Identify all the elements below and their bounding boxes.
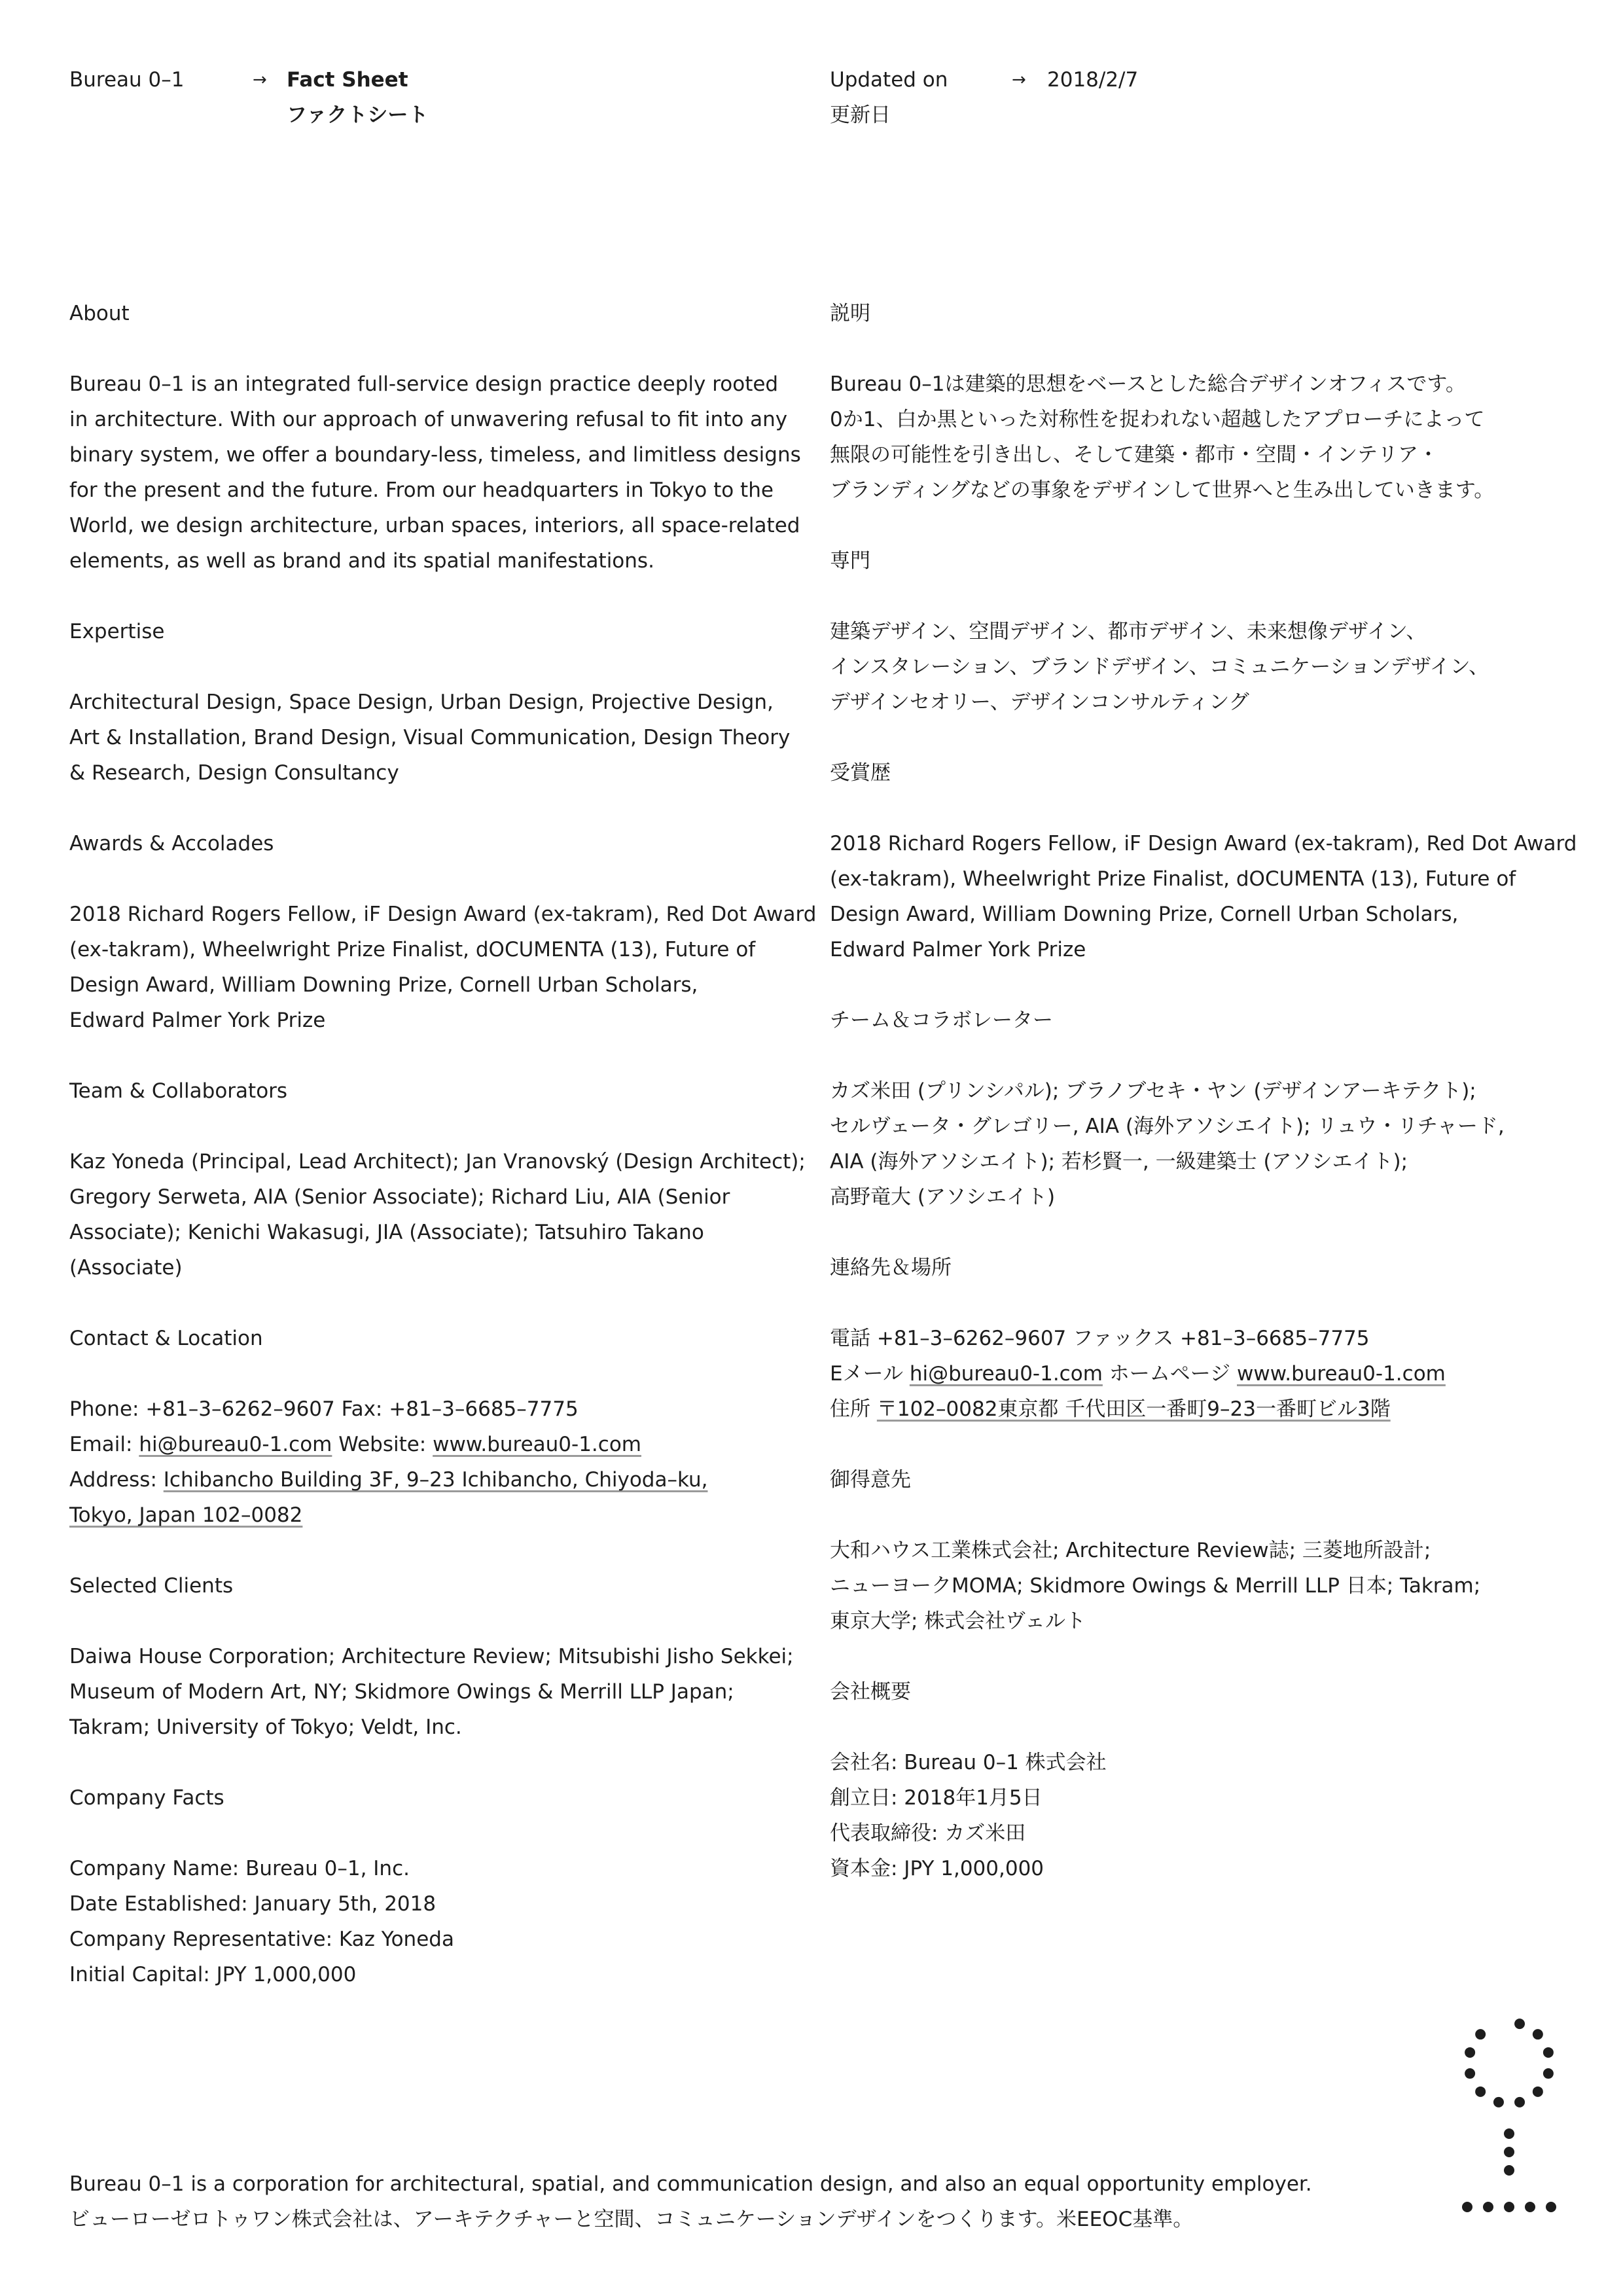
contact-text-ja — [830, 1321, 1576, 1427]
awards-text — [69, 897, 817, 1038]
text-line: Museum of Modern Art, NY; Skidmore Owings & Merrill LLP Japan; — [69, 1680, 734, 1704]
text-line: Bureau 0–1 is an integrated full-service design practice deeply rooted — [69, 372, 779, 396]
expertise-text — [69, 685, 802, 791]
text-line: Associate); Kenichi Wakasugi, JIA (Associate); Tatsuhiro Takano — [69, 1221, 704, 1244]
text-line: カズ米田 (プリンシパル); ブラノブセキ・ヤン (デザインアーキテクト); — [830, 1079, 1476, 1103]
logo-dot — [1504, 2165, 1514, 2176]
text-line: 創立日: 2018年1月5日 — [830, 1786, 1043, 1810]
header — [0, 0, 1623, 144]
email-link[interactable]: hi@bureau0-1.com — [139, 1433, 332, 1456]
email-website-line — [69, 1427, 802, 1462]
text-line: 高野竜大 (アソシエイト) — [830, 1185, 1056, 1209]
text-line: 無限の可能性を引き出し、そして建築・都市・空間・インテリア・ — [830, 443, 1438, 467]
logo-dot — [1514, 2097, 1525, 2108]
text-line: セルヴェータ・グレゴリー, AIA (海外アソシエイト); リュウ・リチャード, — [830, 1115, 1505, 1138]
section-heading-contact: Contact & Location — [69, 1327, 263, 1350]
arrow-right-icon: → — [1012, 70, 1026, 90]
text-line: World, we design architecture, urban spaces, interiors, all space-related — [69, 514, 800, 537]
text-line: 東京大学; 株式会社ヴェルト — [830, 1609, 1086, 1633]
logo-dot — [1533, 2029, 1543, 2039]
text-line: ブランディングなどの事象をデザインして世界へと生み出していきます。 — [830, 478, 1495, 502]
text-line: Bureau 0–1は建築的思想をベースとした総合デザインオフィスです。 — [830, 372, 1466, 396]
text-line: & Research, Design Consultancy — [69, 761, 399, 785]
section-heading-awards-ja: 受賞歴 — [830, 761, 891, 785]
address-label: 住所 — [830, 1397, 870, 1421]
doc-title-en: Fact Sheet — [287, 68, 408, 92]
text-line: Design Award, William Downing Prize, Cornell Urban Scholars, — [69, 973, 698, 997]
logo-dot — [1546, 2202, 1556, 2212]
website-label: ホームページ — [1109, 1362, 1231, 1386]
clients-text-ja — [830, 1533, 1576, 1639]
logo-dot — [1514, 2018, 1525, 2029]
text-line: 大和ハウス工業株式会社; Architecture Review誌; 三菱地所設計; — [830, 1539, 1431, 1562]
logo-dot — [1493, 2097, 1504, 2108]
logo-dot — [1475, 2087, 1486, 2097]
updated-label-ja: 更新日 — [830, 103, 891, 127]
text-line: (ex-takram), Wheelwright Prize Finalist, dOCUMENTA (13), Future of — [830, 867, 1516, 891]
address-line — [830, 1391, 1576, 1427]
text-line: 代表取締役: カズ米田 — [830, 1821, 1026, 1845]
japanese-column — [830, 296, 1576, 1886]
website-link[interactable]: www.bureau0-1.com — [1237, 1362, 1446, 1386]
text-line: (ex-takram), Wheelwright Prize Finalist, dOCUMENTA (13), Future of — [69, 938, 756, 961]
about-text — [69, 367, 802, 579]
clients-text — [69, 1639, 802, 1745]
text-line: for the present and the future. From our headquarters in Tokyo to the — [69, 478, 774, 502]
section-heading-clients-ja: 御得意先 — [830, 1468, 911, 1492]
text-line: Takram; University of Tokyo; Veldt, Inc. — [69, 1715, 462, 1739]
text-line: 2018 Richard Rogers Fellow, iF Design Award (ex-takram), Red Dot Award — [69, 903, 817, 926]
email-label: Eメール — [830, 1362, 903, 1386]
text-line: Daiwa House Corporation; Architecture Review; Mitsubishi Jisho Sekkei; — [69, 1645, 794, 1668]
logo-dot — [1543, 2068, 1554, 2079]
section-heading-expertise: Expertise — [69, 620, 165, 643]
team-text-ja — [830, 1073, 1576, 1215]
section-heading-facts-ja: 会社概要 — [830, 1680, 911, 1704]
contact-text — [69, 1391, 802, 1533]
team-text — [69, 1144, 806, 1285]
text-line: デザインセオリー、デザインコンサルティング — [830, 691, 1249, 714]
text-line: Initial Capital: JPY 1,000,000 — [69, 1963, 357, 1986]
logo-dot — [1462, 2202, 1472, 2212]
text-line: Edward Palmer York Prize — [830, 938, 1086, 961]
address-link[interactable]: 〒102–0082東京都 千代田区一番町9–23一番町ビル3階 — [876, 1397, 1391, 1421]
expertise-text-ja — [830, 614, 1576, 720]
logo-dot — [1475, 2029, 1486, 2039]
arrow-right-icon: → — [253, 70, 267, 90]
section-heading-clients: Selected Clients — [69, 1574, 234, 1598]
address-line — [69, 1498, 802, 1533]
address-link[interactable]: Ichibancho Building 3F, 9–23 Ichibancho, Chiyoda–ku, — [163, 1468, 708, 1492]
text-line: 2018 Richard Rogers Fellow, iF Design Award (ex-takram), Red Dot Award — [830, 832, 1577, 855]
text-line: binary system, we offer a boundary-less, timeless, and limitless designs — [69, 443, 801, 467]
text-line: ニューヨークMOMA; Skidmore Owings & Merrill LLP 日本; Takram; — [830, 1574, 1481, 1598]
logo-dot — [1465, 2068, 1475, 2079]
phone-fax-line: 電話 +81–3–6262–9607 ファックス +81–3–6685–7775 — [830, 1327, 1370, 1350]
footer-statement-ja: ビューローゼロトゥワン株式会社は、アーキテクチャーと空間、コミュニケーションデザインをつくります。米EEOC基準。 — [69, 2208, 1194, 2231]
email-link[interactable]: hi@bureau0-1.com — [909, 1362, 1103, 1386]
doc-title-ja: ファクトシート — [287, 103, 429, 127]
text-line: (Associate) — [69, 1256, 183, 1280]
logo-dot — [1465, 2047, 1475, 2058]
awards-text-ja — [830, 826, 1576, 967]
section-heading-facts: Company Facts — [69, 1786, 224, 1810]
section-heading-about-ja: 説明 — [830, 302, 870, 325]
logo-dot — [1504, 2147, 1514, 2157]
footer — [69, 2166, 1312, 2237]
section-heading-contact-ja: 連絡先＆場所 — [830, 1256, 952, 1280]
logo-dot — [1543, 2047, 1554, 2058]
updated-date: 2018/2/7 — [1047, 68, 1139, 92]
logo-dot — [1525, 2202, 1535, 2212]
dot-logo-icon — [1457, 2016, 1561, 2232]
address-line — [69, 1462, 802, 1498]
facts-text — [69, 1851, 802, 1992]
email-website-line — [830, 1356, 1576, 1391]
text-line: 資本金: JPY 1,000,000 — [830, 1857, 1044, 1880]
about-text-ja — [830, 367, 1576, 508]
text-line: AIA (海外アソシエイト); 若杉賢一, 一級建築士 (アソシエイト); — [830, 1150, 1408, 1174]
facts-text-ja — [830, 1745, 1576, 1886]
text-line: elements, as well as brand and its spatial manifestations. — [69, 549, 654, 573]
text-line: 0か1、白か黒といった対称性を捉われない超越したアプローチによって — [830, 408, 1485, 431]
logo-dot — [1533, 2087, 1543, 2097]
text-line: 建築デザイン、空間デザイン、都市デザイン、未来想像デザイン、 — [830, 620, 1427, 643]
text-line: Kaz Yoneda (Principal, Lead Architect); Jan Vranovský (Design Architect); — [69, 1150, 806, 1174]
text-line: 会社名: Bureau 0–1 株式会社 — [830, 1751, 1107, 1774]
address-link[interactable]: Tokyo, Japan 102–0082 — [69, 1503, 303, 1527]
website-link[interactable]: www.bureau0-1.com — [433, 1433, 641, 1456]
section-heading-expertise-ja: 専門 — [830, 549, 870, 573]
text-line: Design Award, William Downing Prize, Cornell Urban Scholars, — [830, 903, 1459, 926]
text-line: in architecture. With our approach of unwavering refusal to fit into any — [69, 408, 788, 431]
section-heading-team-ja: チーム＆コラボレーター — [830, 1009, 1053, 1032]
address-label: Address: — [69, 1468, 157, 1492]
brand-name: Bureau 0–1 — [69, 68, 185, 92]
section-heading-about: About — [69, 302, 130, 325]
text-line: Edward Palmer York Prize — [69, 1009, 326, 1032]
section-heading-team: Team & Collaborators — [69, 1079, 288, 1103]
text-line: Date Established: January 5th, 2018 — [69, 1892, 437, 1916]
phone-fax-line: Phone: +81–3–6262–9607 Fax: +81–3–6685–7775 — [69, 1397, 579, 1421]
text-line: Art & Installation, Brand Design, Visual Communication, Design Theory — [69, 726, 791, 749]
logo-dot — [1504, 2202, 1514, 2212]
text-line: Company Name: Bureau 0–1, Inc. — [69, 1857, 410, 1880]
text-line: Architectural Design, Space Design, Urban Design, Projective Design, — [69, 691, 774, 714]
updated-label-en: Updated on — [830, 68, 948, 92]
text-line: Company Representative: Kaz Yoneda — [69, 1928, 454, 1951]
website-label: Website: — [338, 1433, 427, 1456]
footer-statement-en: Bureau 0–1 is a corporation for architectural, spatial, and communication design, and also an equal opportunity employer. — [69, 2172, 1312, 2196]
text-line: インスタレーション、ブランドデザイン、コミュニケーションデザイン、 — [830, 655, 1489, 679]
email-label: Email: — [69, 1433, 133, 1456]
logo-dot — [1504, 2128, 1514, 2139]
logo-dot — [1483, 2202, 1493, 2212]
text-line: Gregory Serweta, AIA (Senior Associate); Richard Liu, AIA (Senior — [69, 1185, 730, 1209]
english-column — [69, 296, 817, 1992]
section-heading-awards: Awards & Accolades — [69, 832, 274, 855]
